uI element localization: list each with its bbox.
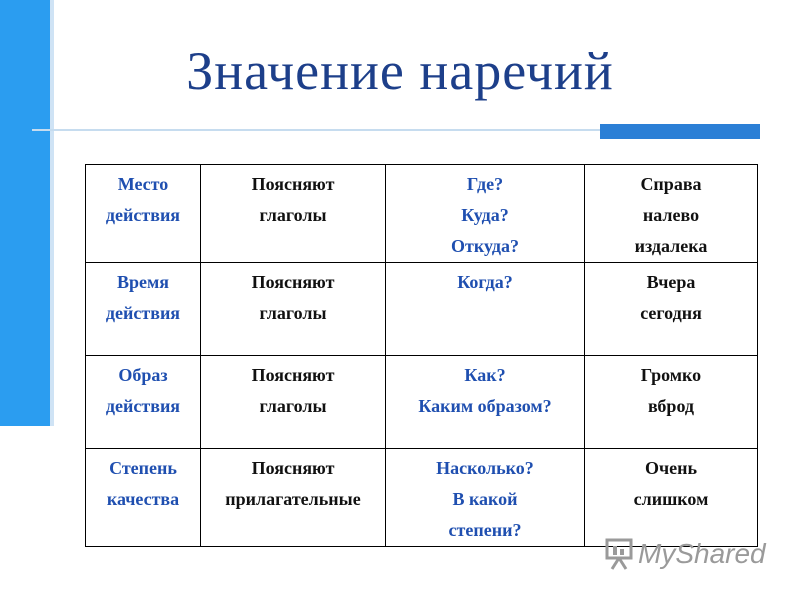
cell-line: действия xyxy=(105,396,181,416)
topic-cell xyxy=(86,165,201,263)
example-cell xyxy=(585,449,758,547)
example-cell xyxy=(585,356,758,449)
cell-line: действия xyxy=(105,205,181,225)
cell-line: издалека xyxy=(634,236,708,256)
cell-line: Степень xyxy=(109,458,177,478)
question-cell xyxy=(386,449,585,547)
cell-line: Время xyxy=(116,272,169,292)
cell-line: Каким образом? xyxy=(418,396,552,416)
cell-line: Вчера xyxy=(646,272,696,292)
cell-line: Место xyxy=(117,174,169,194)
question-cell xyxy=(386,263,585,356)
presentation-board-icon xyxy=(604,537,634,571)
cell-line: Куда? xyxy=(461,205,509,225)
cell-line: Поясняют xyxy=(251,458,335,478)
cell-line: глаголы xyxy=(259,303,327,323)
adverb-meaning-table xyxy=(85,164,758,547)
table-body xyxy=(86,165,758,547)
table-row xyxy=(86,263,758,356)
cell-line: Где? xyxy=(466,174,504,194)
cell-line: Справа xyxy=(640,174,702,194)
question-cell xyxy=(386,165,585,263)
cell-line: сегодня xyxy=(640,303,702,323)
cell-line: налево xyxy=(642,205,700,225)
topic-cell xyxy=(86,356,201,449)
cell-line: Насколько? xyxy=(436,458,534,478)
cell-line: Поясняют xyxy=(251,174,335,194)
cell-line: Когда? xyxy=(457,272,513,292)
topic-cell xyxy=(86,263,201,356)
cell-line: В какой xyxy=(452,489,518,509)
cell-line: слишком xyxy=(633,489,709,509)
cell-line: Откуда? xyxy=(451,236,519,256)
cell-line: Громко xyxy=(640,365,702,385)
slide-title: Значение наречий xyxy=(186,41,614,101)
cell-line: действия xyxy=(105,303,181,323)
cell-line: Как? xyxy=(464,365,506,385)
cell-line: Поясняют xyxy=(251,272,335,292)
explain-cell xyxy=(201,165,386,263)
watermark xyxy=(604,536,766,572)
cell-line: Образ xyxy=(118,365,168,385)
cell-line: глаголы xyxy=(259,205,327,225)
table-row xyxy=(86,356,758,449)
cell-line: прилагательные xyxy=(225,489,361,509)
cell-line: Поясняют xyxy=(251,365,335,385)
cell-line: степени? xyxy=(448,520,522,540)
topic-cell xyxy=(86,449,201,547)
title-accent-block xyxy=(600,124,760,139)
example-cell xyxy=(585,263,758,356)
cell-line: качества xyxy=(106,489,180,509)
table-row xyxy=(86,165,758,263)
table-row xyxy=(86,449,758,547)
title-underline xyxy=(32,129,600,131)
cell-line: Очень xyxy=(644,458,698,478)
explain-cell xyxy=(201,449,386,547)
explain-cell xyxy=(201,263,386,356)
question-cell xyxy=(386,356,585,449)
cell-line: глаголы xyxy=(259,396,327,416)
watermark-text: MyShared xyxy=(638,538,766,569)
example-cell xyxy=(585,165,758,263)
explain-cell xyxy=(201,356,386,449)
cell-line: вброд xyxy=(647,396,695,416)
